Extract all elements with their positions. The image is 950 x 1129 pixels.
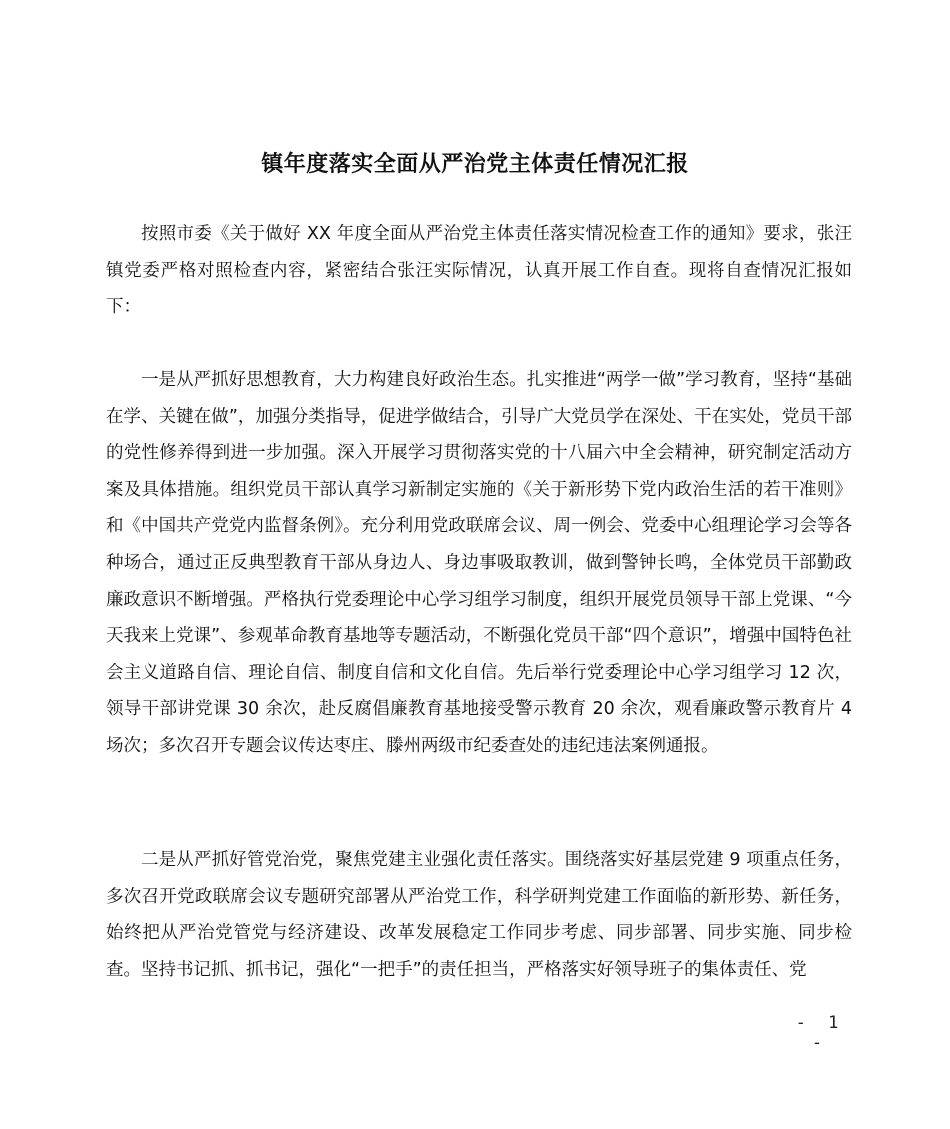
page-number: - 1 -	[795, 1013, 845, 1053]
paragraph-party-governance: 二是从严抓好管党治党，聚焦党建主业强化责任落实。围绕落实好基层党建 9 项重点任务，多次召开党政联席会议专题研究部署从严治党工作，科学研判党建工作面临的新形势、新任务，始终把从严治党管党与经济建设、改革发展稳定工作同步考虑、同步部署、同步实施、同步检查。坚持书记抓、抓书记，强化“一把手”的责任担当，严格落实好领导班子的集体责任、党	[106, 850, 852, 980]
paragraph-ideological-education: 一是从严抓好思想教育，大力构建良好政治生态。扎实推进“两学一做”学习教育，坚持“基础在学、关键在做”，加强分类指导，促进学做结合，引导广大党员学在深处、干在实处，党员干部的党性修养得到进一步加强。深入开展学习贯彻落实党的十八届六中全会精神，研究制定活动方案及具体措施。组织党员干部认真学习新制定实施的《关于新形势下党内政治生活的若干准则》和《中国共产党党内监督条例》。充分利用党政联席会议、周一例会、党委中心组理论学习会等各种场合，通过正反典型教育干部从身边人、身边事吸取教训，做到警钟长鸣，全体党员干部勤政廉政意识不断增强。严格执行党委理论中心学习组学习制度，组织开展党员领导干部上党课、“今天我来上党课”、参观革命教育基地等专题活动，不断强化党员干部“四个意识”，增强中国特色社会主义道路自信、理论自信、制度自信和文化自信。先后举行党委理论中心学习组学习 12 次，领导干部讲党课 30 余次，赴反腐倡廉教育基地接受警示教育 20 余次，观看廉政警示教育片 4 场次；多次召开专题会议传达枣庄、滕州两级市纪委查处的违纪违法案例通报。	[106, 370, 852, 756]
paragraph-intro: 按照市委《关于做好 XX 年度全面从严治党主体责任落实情况检查工作的通知》要求，张汪镇党委严格对照检查内容，紧密结合张汪实际情况，认真开展工作自查。现将自查情况汇报如下：	[106, 224, 852, 318]
document-title: 镇年度落实全面从严治党主体责任情况汇报	[261, 151, 689, 177]
